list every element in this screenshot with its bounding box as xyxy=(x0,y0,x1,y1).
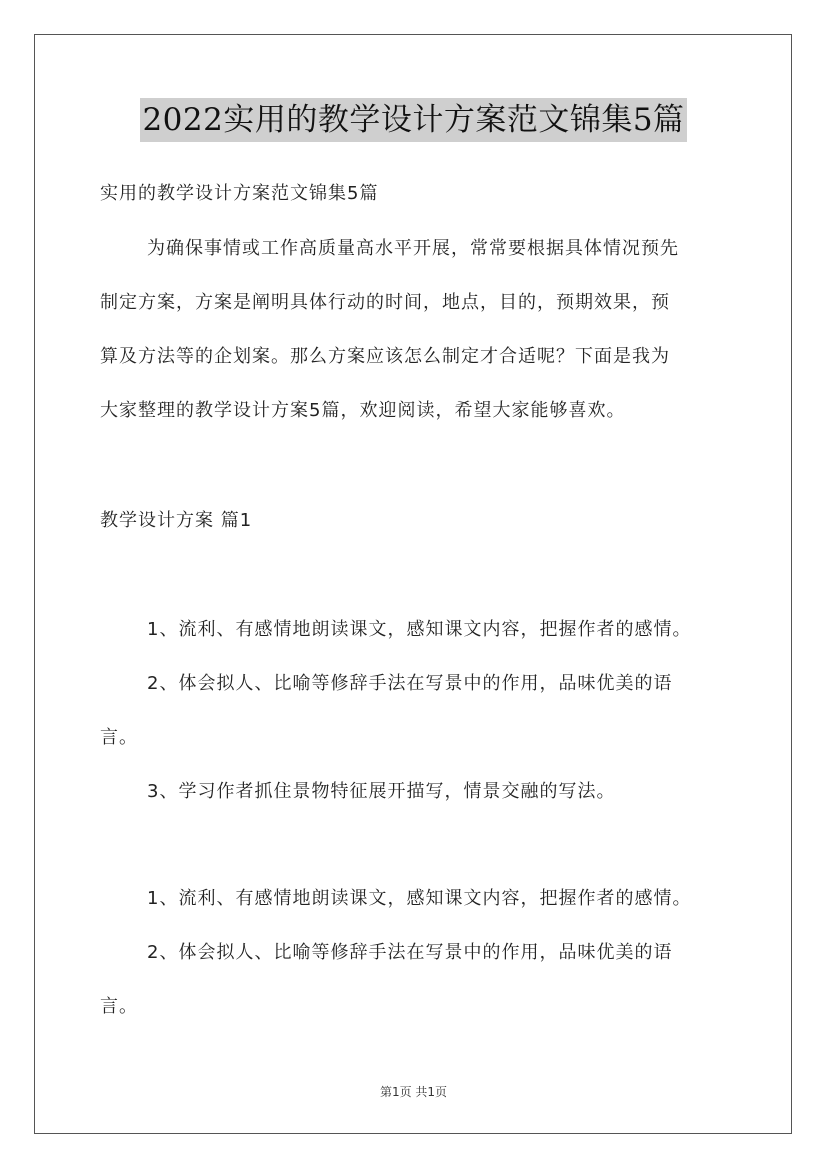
list-item: 1、流利、有感情地朗读课文，感知课文内容，把握作者的感情。 xyxy=(147,619,692,640)
list-item: 3、学习作者抓住景物特征展开描写，情景交融的写法。 xyxy=(147,781,616,802)
intro-line-1: 为确保事情或工作高质量高水平开展，常常要根据具体情况预先 xyxy=(147,238,679,259)
section-heading: 教学设计方案 篇1 xyxy=(100,510,253,531)
list-item: 1、流利、有感情地朗读课文，感知课文内容，把握作者的感情。 xyxy=(147,888,692,909)
document-title: 2022实用的教学设计方案范文锦集5篇 xyxy=(140,98,686,142)
intro-line-2: 制定方案，方案是阐明具体行动的时间，地点，目的，预期效果，预 xyxy=(100,292,670,313)
list-item-continuation: 言。 xyxy=(100,727,138,748)
list-item: 2、体会拟人、比喻等修辞手法在写景中的作用，品味优美的语 xyxy=(147,942,673,963)
intro-line-4: 大家整理的教学设计方案5篇，欢迎阅读，希望大家能够喜欢。 xyxy=(100,400,626,421)
page-footer: 第1页 共1页 xyxy=(379,1085,448,1099)
intro-line-3: 算及方法等的企划案。那么方案应该怎么制定才合适呢？下面是我为 xyxy=(100,346,670,367)
document-subtitle: 实用的教学设计方案范文锦集5篇 xyxy=(100,183,379,204)
list-item: 2、体会拟人、比喻等修辞手法在写景中的作用，品味优美的语 xyxy=(147,673,673,694)
list-item-continuation: 言。 xyxy=(100,996,138,1017)
title-container xyxy=(0,98,827,142)
